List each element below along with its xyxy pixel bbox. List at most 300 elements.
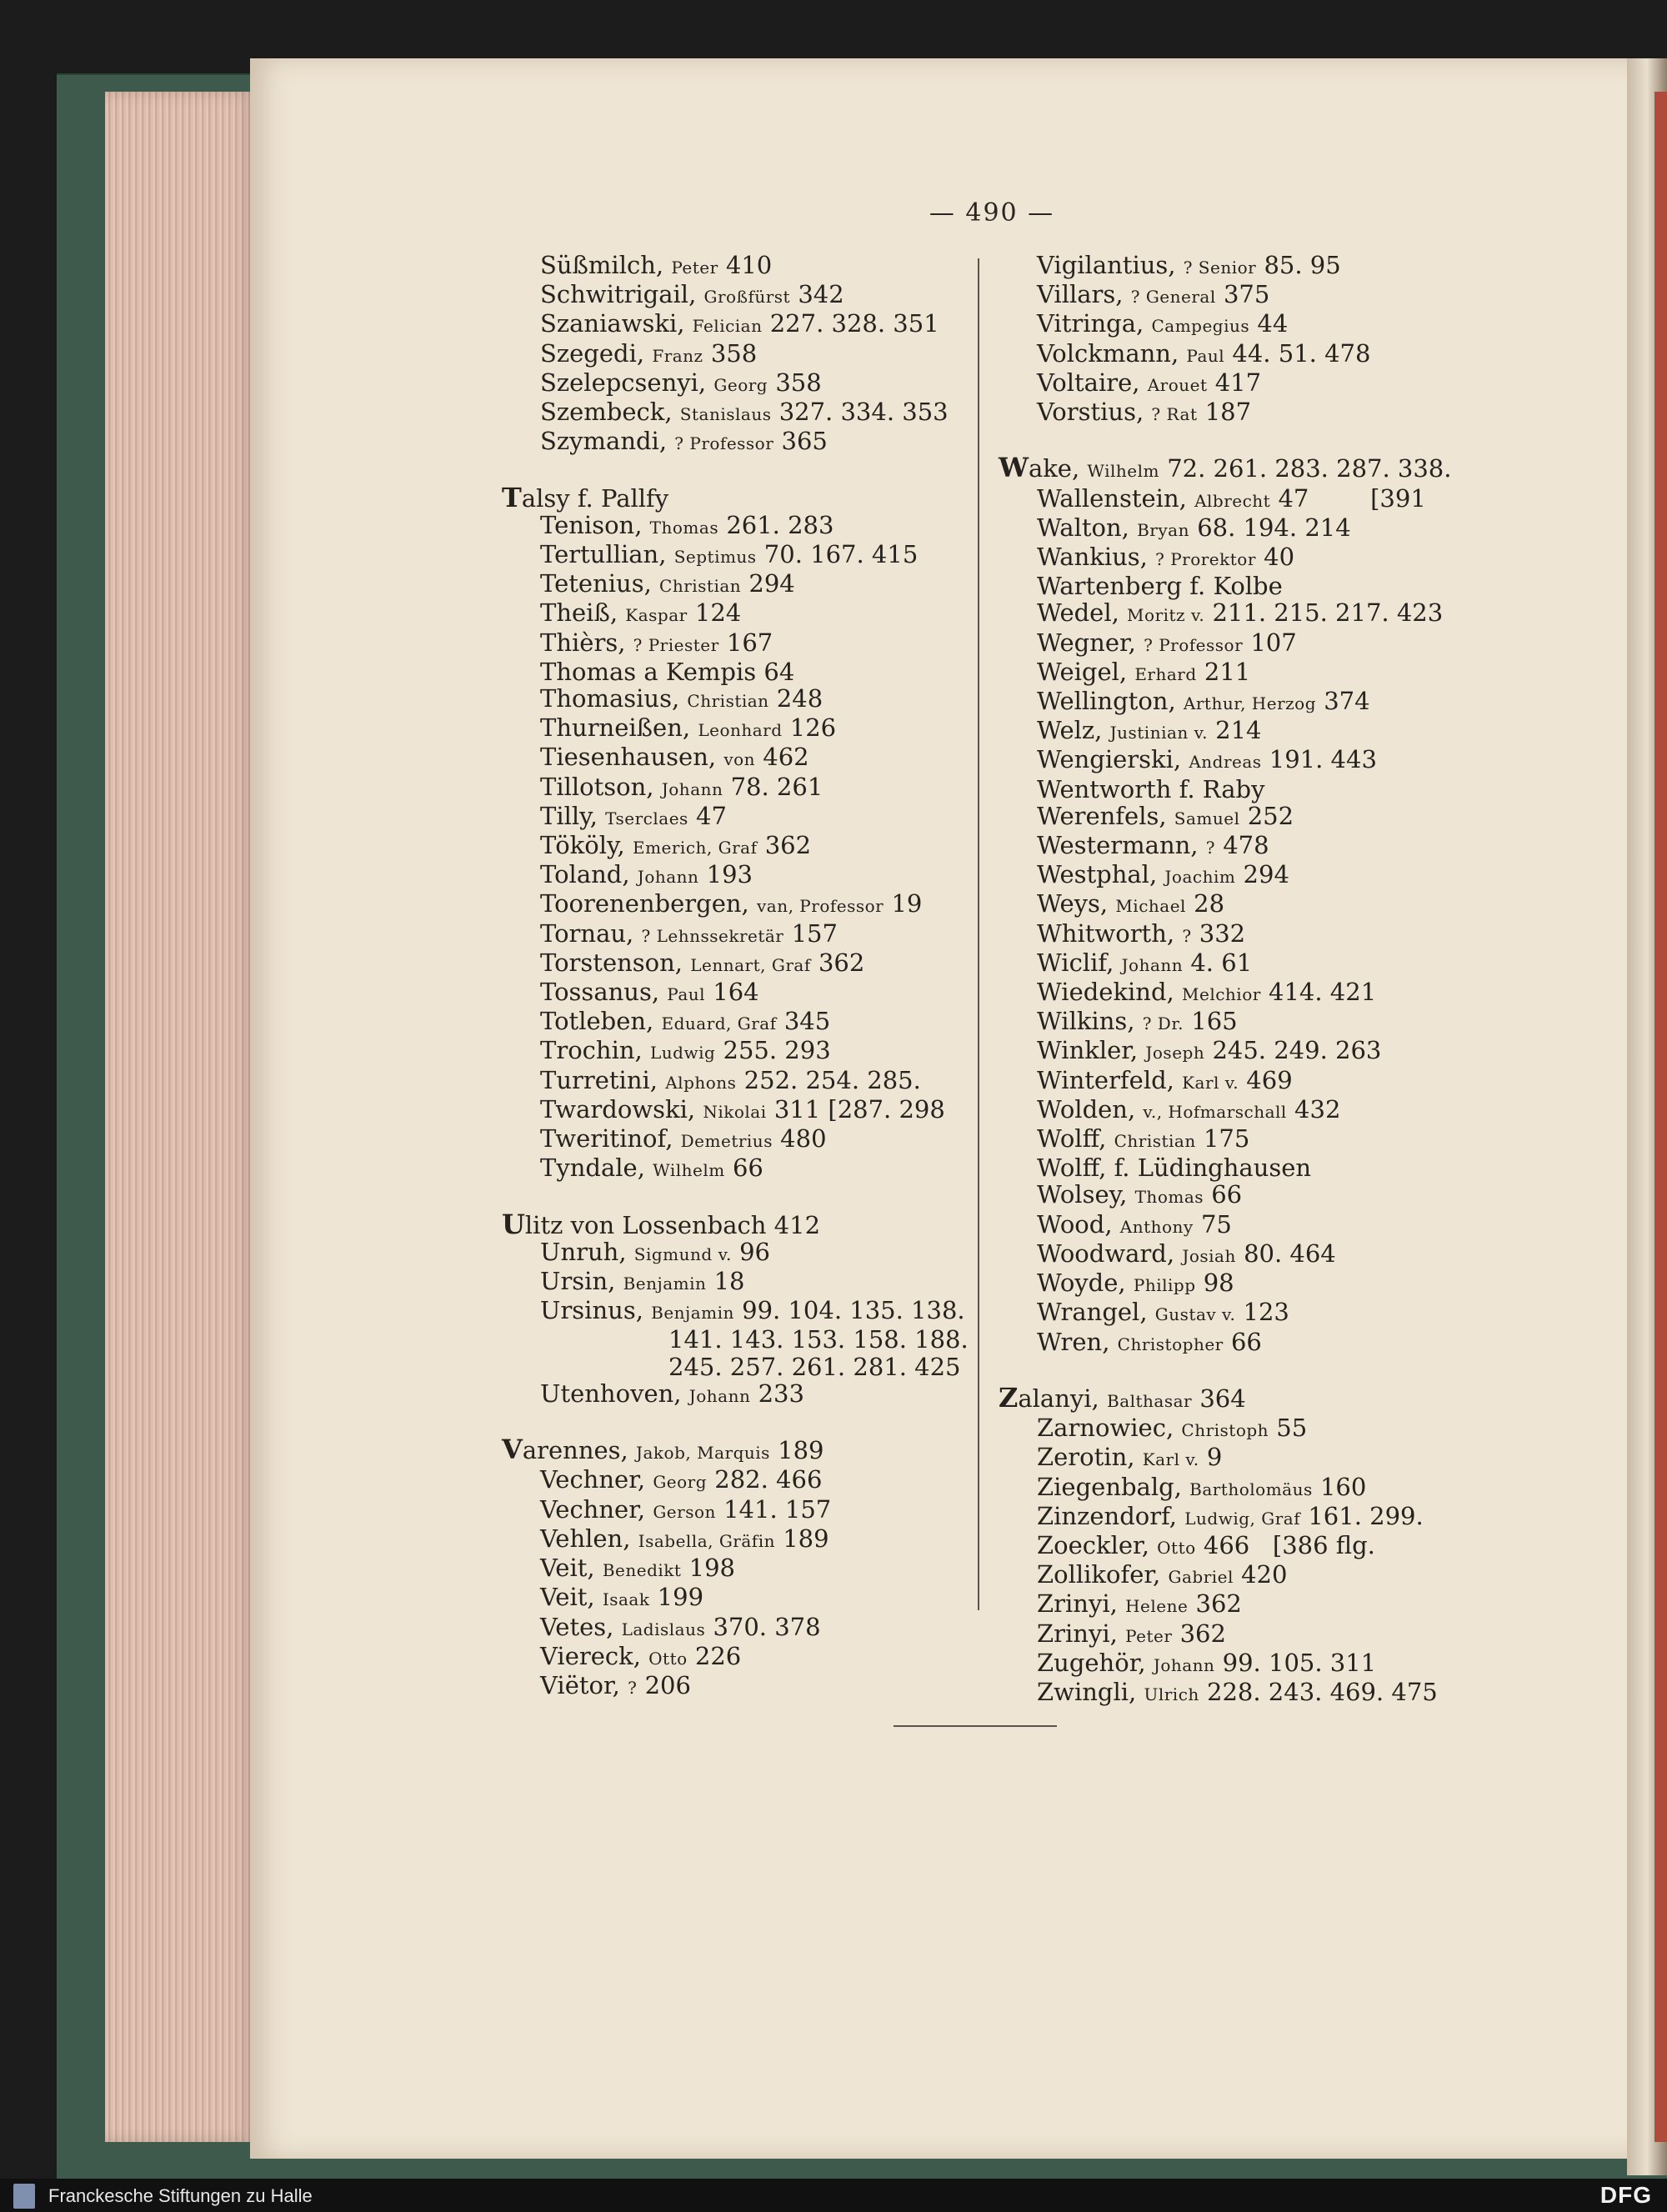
index-entry	[502, 369, 969, 398]
section-initial: V	[502, 1434, 523, 1466]
entry-given-name: Paul	[1186, 345, 1225, 366]
index-entry	[999, 1299, 1465, 1328]
index-entry	[999, 1474, 1465, 1503]
index-entry	[502, 1436, 969, 1466]
entry-surname: Tweritinof,	[540, 1124, 673, 1154]
index-entry	[502, 920, 969, 949]
page-refs: 245. 257. 261. 281. 425	[668, 1352, 961, 1381]
page-refs: 420	[1241, 1560, 1288, 1589]
page-refs: 199	[657, 1583, 704, 1612]
entry-surname: Vigilantius,	[1037, 251, 1176, 279]
entry-surname: Vechner,	[540, 1465, 646, 1494]
entry-given-name: Christian	[687, 691, 769, 712]
entry-surname: Wood,	[1037, 1209, 1113, 1239]
entry-given-name: Johann	[1121, 954, 1184, 975]
page-refs: 362	[1195, 1589, 1242, 1619]
index-entry	[999, 599, 1465, 628]
entry-surname: Twardowski,	[540, 1094, 696, 1124]
index-entry	[502, 1643, 969, 1672]
section-gap	[502, 1409, 969, 1436]
entry-given-name: Gerson	[653, 1501, 716, 1522]
entry-surname: Szymandi,	[540, 427, 668, 456]
index-entry	[502, 1096, 969, 1125]
entry-given-name: ? Lehnssekretär	[641, 925, 784, 946]
entry-surname: Woodward,	[1037, 1239, 1175, 1268]
page-number: — 490 —	[929, 198, 1055, 228]
entry-surname: Woyde,	[1037, 1269, 1126, 1298]
entry-surname: Winterfeld,	[1037, 1065, 1174, 1094]
entry-surname: Vechner,	[540, 1494, 646, 1524]
index-entry	[999, 1096, 1465, 1125]
section-gap	[502, 457, 969, 483]
page-refs: 227. 328. 351	[769, 309, 939, 338]
page-refs: 123	[1243, 1298, 1289, 1327]
entry-surname: Winkler,	[1037, 1036, 1139, 1065]
page-refs: 261. 283	[726, 510, 834, 539]
entry-given-name: ? Priester	[633, 634, 719, 655]
entry-surname: Tiesenhausen,	[540, 743, 717, 772]
entry-given-name: Helene	[1125, 1596, 1189, 1617]
entry-given-name: Wilhelm	[1087, 461, 1159, 482]
index-entry	[502, 599, 969, 628]
page-refs: 206	[644, 1670, 691, 1699]
entry-surname: Ursin,	[540, 1267, 616, 1296]
page-refs: 432	[1294, 1094, 1341, 1124]
entry-surname: Viereck,	[540, 1641, 641, 1670]
entry-given-name: Alphons	[665, 1072, 737, 1093]
entry-given-name: Karl v.	[1182, 1072, 1239, 1093]
page-refs: 175	[1203, 1124, 1250, 1154]
entry-given-name: Eduard, Graf	[661, 1013, 777, 1034]
entry-given-name: Isaak	[602, 1589, 650, 1610]
index-entry	[502, 685, 969, 714]
index-entry	[999, 1590, 1465, 1619]
entry-surname: Villars,	[1037, 280, 1124, 309]
index-entry	[999, 252, 1465, 281]
page-refs: 466 [386 flg.	[1203, 1530, 1375, 1559]
entry-surname: Wilkins,	[1037, 1007, 1135, 1036]
entry-given-name: Christopher	[1117, 1334, 1224, 1354]
entry-surname: Wiclif,	[1037, 948, 1114, 977]
index-entry	[502, 1008, 969, 1037]
entry-surname: alsy f. Pallfy	[521, 483, 669, 513]
entry-surname: Wallenstein,	[1037, 483, 1187, 513]
entry-given-name: Ludwig	[649, 1043, 716, 1063]
entry-surname: Trochin,	[540, 1036, 643, 1065]
page-refs: 72. 261. 283. 287. 338.	[1167, 454, 1452, 483]
page-refs: 126	[789, 713, 837, 743]
index-entry	[999, 485, 1465, 514]
entry-surname: Tertullian,	[540, 540, 667, 569]
entry-given-name: Samuel	[1174, 808, 1240, 828]
entry-given-name: Demetrius	[680, 1131, 773, 1152]
page-refs: 167	[726, 628, 773, 657]
page-refs: 98	[1203, 1269, 1234, 1298]
index-entry	[502, 1554, 969, 1584]
entry-given-name: Thomas	[649, 517, 719, 538]
page-refs: 211	[1204, 657, 1251, 686]
index-entry	[999, 717, 1465, 746]
entry-surname: Szembeck,	[540, 398, 673, 427]
entry-given-name: Gabriel	[1168, 1567, 1234, 1588]
page-refs: 4. 61	[1190, 948, 1253, 977]
page-refs: 9	[1206, 1443, 1223, 1472]
entry-given-name: Moritz v.	[1127, 605, 1205, 626]
index-entry	[502, 978, 969, 1008]
index-entry-continuation	[502, 1354, 969, 1380]
entry-given-name: Isabella, Gräfin	[638, 1530, 775, 1551]
page-refs: 358	[710, 338, 758, 368]
index-entry	[999, 454, 1465, 484]
page-refs: 245. 249. 263	[1212, 1036, 1382, 1065]
entry-surname: Turretini,	[540, 1065, 658, 1094]
section-initial: Z	[999, 1381, 1019, 1414]
page-refs: 107	[1250, 628, 1297, 657]
index-entry	[999, 978, 1465, 1008]
index-entry	[999, 1240, 1465, 1269]
index-entry-continuation	[502, 1326, 969, 1353]
entry-given-name: Franz	[652, 345, 703, 366]
index-entry	[502, 570, 969, 599]
index-entry	[502, 1297, 969, 1326]
index-entry	[502, 1037, 969, 1066]
entry-surname: Zinzendorf,	[1037, 1501, 1178, 1530]
entry-surname: Vehlen,	[540, 1524, 631, 1553]
entry-surname: Werenfels,	[1037, 801, 1167, 830]
entry-given-name: Otto	[648, 1648, 688, 1669]
page-refs: 414. 421	[1269, 978, 1377, 1007]
entry-surname: Westermann,	[1037, 831, 1199, 860]
entry-given-name: ? General	[1130, 287, 1216, 308]
entry-given-name: Erhard	[1134, 663, 1197, 684]
entry-given-name: Otto	[1157, 1537, 1196, 1558]
entry-surname: Szegedi,	[540, 338, 645, 368]
page-refs: 19	[891, 889, 923, 918]
index-entry	[999, 949, 1465, 978]
index-entry	[999, 1561, 1465, 1590]
index-entry	[502, 1584, 969, 1613]
index-entry	[502, 1268, 969, 1297]
entry-surname: Volckmann,	[1037, 338, 1179, 368]
index-entry	[999, 369, 1465, 398]
entry-given-name: Christoph	[1181, 1420, 1269, 1441]
page-refs: 99. 104. 135. 138.	[742, 1296, 965, 1325]
index-entry	[999, 1620, 1465, 1649]
page-refs: 141. 143. 153. 158. 188.	[668, 1325, 969, 1354]
entry-surname: Zollikofer,	[1037, 1560, 1161, 1589]
entry-surname: Zerotin,	[1037, 1443, 1135, 1472]
page-refs: 193	[706, 860, 753, 889]
index-entry	[999, 920, 1465, 949]
entry-given-name: ?	[1205, 838, 1215, 858]
entry-surname: Veit,	[540, 1583, 595, 1612]
page-refs: 375	[1223, 280, 1270, 309]
entry-surname: Zwingli,	[1037, 1677, 1137, 1706]
entry-surname: Zrinyi,	[1037, 1589, 1118, 1619]
page-edges	[105, 92, 255, 2142]
page-refs: 370. 378	[713, 1612, 821, 1641]
entry-given-name: Christian	[659, 576, 742, 597]
index-entry	[999, 1414, 1465, 1444]
index-entry	[502, 861, 969, 890]
page-refs: 28	[1194, 889, 1225, 918]
entry-given-name: ? Dr.	[1142, 1013, 1184, 1034]
entry-surname: Vorstius,	[1037, 398, 1144, 427]
page-refs: 226	[694, 1641, 742, 1670]
index-entry	[502, 1614, 969, 1643]
page-refs: 96	[739, 1237, 770, 1266]
entry-given-name: Septimus	[673, 547, 757, 568]
entry-given-name: Benedikt	[602, 1560, 682, 1581]
entry-given-name: Bartholomäus	[1189, 1479, 1313, 1499]
index-entry	[502, 1496, 969, 1525]
entry-given-name: Johann	[1153, 1654, 1215, 1675]
entry-surname: Tetenius,	[540, 569, 652, 598]
entry-surname: Wankius,	[1037, 543, 1148, 572]
entry-given-name: Stanislaus	[679, 404, 772, 425]
entry-surname: Westphal,	[1037, 860, 1158, 889]
entry-given-name: Felician	[692, 316, 763, 337]
index-entry	[502, 890, 969, 919]
page-refs: 55	[1276, 1414, 1308, 1443]
index-entry	[502, 1380, 969, 1409]
entry-given-name: Tserclaes	[605, 808, 688, 828]
page-refs: 40	[1264, 543, 1295, 572]
entry-given-name: Joachim	[1164, 867, 1236, 888]
index-entry	[999, 1649, 1465, 1679]
page-refs: 18	[713, 1267, 745, 1296]
entry-given-name: Ulrich	[1144, 1684, 1199, 1704]
page-refs: 70. 167. 415	[763, 540, 919, 569]
page-refs: 78. 261	[730, 772, 823, 801]
index-entry	[999, 514, 1465, 543]
entry-surname: Wellington,	[1037, 687, 1176, 716]
index-entry	[999, 1679, 1465, 1708]
page-refs: 233	[758, 1379, 804, 1408]
entry-surname: Wentworth f. Raby	[1037, 774, 1265, 803]
page-refs: 345	[783, 1007, 831, 1036]
index-entry	[999, 629, 1465, 658]
index-entry	[502, 252, 969, 281]
section-gap	[999, 428, 1465, 454]
end-rule	[894, 1725, 1057, 1727]
page-refs: 374	[1324, 687, 1370, 716]
index-entry	[502, 1239, 969, 1268]
entry-given-name: ?	[1182, 925, 1192, 946]
page-refs: 189	[778, 1436, 824, 1465]
entry-surname: Vitringa,	[1037, 309, 1144, 338]
entry-surname: Schwitrigail,	[540, 280, 697, 309]
entry-given-name: ? Rat	[1151, 404, 1198, 425]
entry-surname: Ziegenbalg,	[1037, 1472, 1182, 1501]
page-refs: 311 [287. 298	[773, 1094, 945, 1124]
index-entry	[999, 1067, 1465, 1096]
entry-given-name: Thomas	[1134, 1187, 1204, 1208]
institution-name: Franckesche Stiftungen zu Halle	[48, 2185, 313, 2206]
entry-given-name: Christian	[1114, 1131, 1196, 1152]
index-entry	[502, 481, 969, 513]
page-refs: 187	[1204, 398, 1252, 427]
entry-surname: Wolsey,	[1037, 1180, 1128, 1209]
entry-given-name: Campegius	[1151, 316, 1250, 337]
entry-surname: Wartenberg f. Kolbe	[1037, 572, 1283, 601]
index-entry	[502, 658, 969, 685]
entry-surname: Tillotson,	[540, 772, 654, 801]
entry-given-name: Ladislaus	[621, 1619, 706, 1639]
page-refs: 198	[688, 1554, 735, 1583]
entry-surname: Utenhoven,	[540, 1379, 682, 1408]
index-entry	[502, 743, 969, 773]
index-entry	[999, 543, 1465, 573]
page-refs: 99. 105. 311	[1222, 1648, 1377, 1677]
entry-given-name: Ludwig, Graf	[1184, 1508, 1301, 1529]
entry-surname: Thomas a Kempis	[540, 657, 757, 686]
page-refs: 47	[696, 801, 727, 830]
entry-surname: Weigel,	[1037, 657, 1128, 686]
page-refs: 85. 95	[1264, 251, 1341, 279]
page-refs: 332	[1199, 918, 1246, 948]
page-refs: 417	[1214, 368, 1262, 397]
index-entry	[502, 1125, 969, 1154]
entry-given-name: ? Professor	[674, 433, 774, 454]
dfg-logo: DFG	[1599, 2182, 1652, 2208]
entry-given-name: Jakob, Marquis	[635, 1443, 770, 1464]
entry-given-name: Nikolai	[703, 1101, 767, 1122]
page-refs: 358	[775, 368, 822, 397]
entry-given-name: Kaspar	[625, 605, 688, 626]
entry-surname: Wegner,	[1037, 628, 1136, 657]
index-entry	[502, 1525, 969, 1554]
entry-surname: Thièrs,	[540, 628, 626, 657]
page-refs: 294	[748, 569, 795, 598]
index-entry	[502, 714, 969, 743]
page-refs: 141. 157	[723, 1494, 832, 1524]
page-refs: 160	[1319, 1472, 1367, 1501]
index-entry	[502, 428, 969, 457]
entry-given-name: Paul	[667, 984, 706, 1005]
entry-given-name: von	[723, 749, 756, 770]
entry-surname: Viëtor,	[540, 1670, 620, 1699]
entry-given-name: Philipp	[1133, 1275, 1196, 1296]
page-refs: 362	[818, 948, 865, 977]
page-refs: 44	[1257, 309, 1289, 338]
entry-surname: Wiedekind,	[1037, 978, 1174, 1007]
index-column-left	[502, 252, 969, 1701]
page-refs: 362	[764, 831, 812, 860]
entry-surname: Thurneißen,	[540, 713, 691, 743]
page-refs: 252. 254. 285.	[743, 1065, 921, 1094]
entry-given-name: Lennart, Graf	[690, 954, 811, 975]
column-divider	[978, 258, 979, 1610]
section-initial: U	[502, 1208, 525, 1240]
entry-surname: Wolff,	[1037, 1124, 1107, 1154]
page-refs: 211. 215. 217. 423	[1212, 598, 1444, 628]
entry-given-name: Benjamin	[651, 1303, 734, 1324]
entry-surname: Süßmilch,	[540, 251, 664, 279]
page-refs: 327. 334. 353	[778, 398, 949, 427]
page-refs: 462	[763, 743, 809, 772]
entry-surname: Vetes,	[540, 1612, 614, 1641]
page-refs: 189	[783, 1524, 829, 1553]
index-entry	[502, 1672, 969, 1701]
entry-given-name: ? Professor	[1144, 634, 1244, 655]
page-refs: 68. 194. 214	[1197, 513, 1351, 542]
entry-given-name: Peter	[671, 258, 718, 278]
index-entry	[999, 1381, 1465, 1414]
section-initial: T	[502, 481, 522, 513]
entry-given-name: Joseph	[1145, 1043, 1205, 1063]
index-entry	[502, 803, 969, 832]
entry-surname: Ursinus,	[540, 1296, 643, 1325]
entry-given-name: Gustav v.	[1154, 1304, 1236, 1325]
entry-given-name: ?	[628, 1677, 638, 1698]
entry-surname: Walton,	[1037, 513, 1129, 542]
index-entry	[999, 776, 1465, 803]
page-refs: 191. 443	[1269, 745, 1377, 774]
entry-surname: ake,	[1028, 454, 1080, 483]
page-refs: 80. 464	[1244, 1239, 1336, 1268]
entry-given-name: Sigmund v.	[633, 1244, 732, 1264]
entry-given-name: Großfürst	[703, 287, 791, 308]
entry-given-name: ? Senior	[1183, 258, 1257, 278]
entry-given-name: Arouet	[1147, 374, 1208, 395]
index-entry	[999, 1037, 1465, 1066]
entry-surname: Thomasius,	[540, 684, 680, 713]
index-entry	[999, 1532, 1465, 1561]
index-entry	[502, 1208, 969, 1240]
entry-surname: Zarnowiec,	[1037, 1414, 1174, 1443]
entry-given-name: Johann	[661, 778, 723, 799]
index-entry	[502, 1067, 969, 1096]
page-refs: 248	[776, 684, 823, 713]
page-refs: 157	[791, 918, 838, 948]
page-refs: 365	[781, 427, 828, 456]
entry-surname: Szaniawski,	[540, 309, 685, 338]
page-refs: 480	[780, 1124, 827, 1154]
index-entry	[999, 861, 1465, 890]
entry-given-name: v., Hofmarschall	[1143, 1101, 1287, 1122]
index-entry	[502, 629, 969, 658]
page-refs: 362	[1179, 1619, 1226, 1648]
entry-given-name: Johann	[637, 867, 699, 888]
page-refs: 66	[1211, 1180, 1243, 1209]
entry-given-name: Johann	[688, 1385, 751, 1406]
entry-surname: Welz,	[1037, 716, 1103, 745]
page-refs: 282. 466	[714, 1465, 823, 1494]
index-entry	[999, 803, 1465, 832]
page-refs: 469	[1246, 1065, 1293, 1094]
index-entry	[999, 1329, 1465, 1358]
entry-given-name: van, Professor	[756, 896, 884, 917]
entry-given-name: Leonhard	[698, 720, 783, 741]
index-entry	[999, 890, 1465, 919]
entry-given-name: Anthony	[1119, 1216, 1194, 1237]
entry-surname: Voltaire,	[1037, 368, 1140, 397]
index-entry	[999, 1154, 1465, 1181]
entry-given-name: Albrecht	[1194, 490, 1271, 511]
index-entry	[999, 1125, 1465, 1154]
page-refs: 161. 299.	[1308, 1501, 1424, 1530]
index-entry	[502, 398, 969, 428]
entry-given-name: Michael	[1115, 896, 1186, 917]
page-refs: 66	[1230, 1327, 1262, 1356]
entry-surname: Wolff, f. Lüdinghausen	[1037, 1154, 1312, 1183]
index-entry	[999, 281, 1465, 310]
entry-surname: Wrangel,	[1037, 1298, 1148, 1327]
index-entry	[999, 658, 1465, 688]
entry-given-name: Wilhelm	[653, 1160, 725, 1181]
page-refs: 252	[1247, 801, 1294, 830]
